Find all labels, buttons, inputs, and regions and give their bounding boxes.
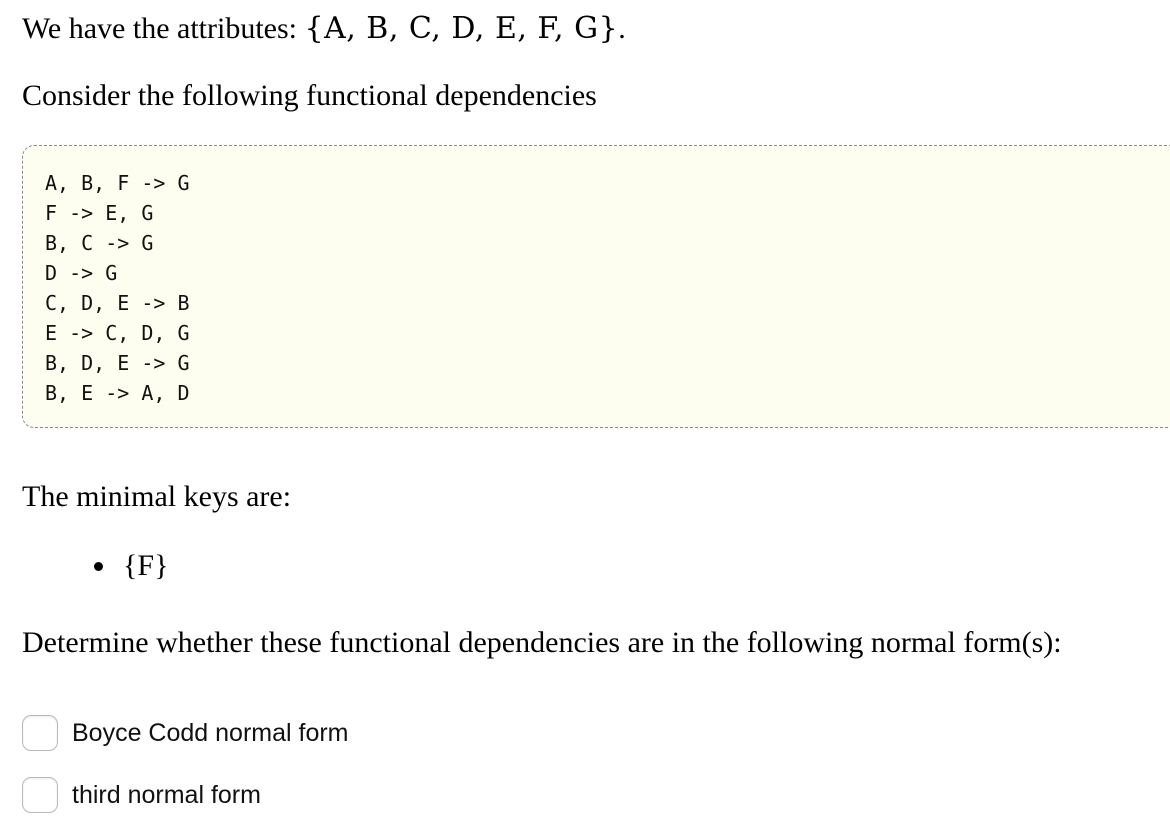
minimal-key-value: {F} <box>123 549 169 582</box>
dependency-item: B, C -> G <box>45 231 154 255</box>
3nf-label[interactable]: third normal form <box>72 781 261 809</box>
dependencies-list <box>45 168 190 408</box>
consider-text: Consider the following functional dependencies <box>22 79 597 112</box>
option-bcnf[interactable] <box>22 715 349 751</box>
dependency-item: B, D, E -> G <box>45 351 190 375</box>
intro-prefix: We have the attributes: <box>22 12 305 45</box>
dependency-item: E -> C, D, G <box>45 321 190 345</box>
minimal-keys-list <box>92 549 168 583</box>
bullet-icon <box>94 562 103 571</box>
option-3nf[interactable] <box>22 777 261 813</box>
bcnf-label[interactable]: Boyce Codd normal form <box>72 719 349 747</box>
dependency-item: D -> G <box>45 261 118 285</box>
dependencies-box <box>22 145 1170 428</box>
3nf-checkbox[interactable] <box>22 777 58 813</box>
bcnf-checkbox[interactable] <box>22 715 58 751</box>
intro-suffix: . <box>618 12 626 45</box>
dependency-item: B, E -> A, D <box>45 381 190 405</box>
dependency-item: C, D, E -> B <box>45 291 190 315</box>
dependency-item: A, B, F -> G <box>45 171 190 195</box>
attribute-set: {A, B, C, D, E, F, G} <box>304 11 619 46</box>
question-text: Determine whether these functional dependencies are in the following normal form(s): <box>22 626 1062 659</box>
dependency-item: F -> E, G <box>45 201 154 225</box>
intro-text <box>22 12 626 46</box>
minimal-keys-label: The minimal keys are: <box>22 480 292 513</box>
minimal-key-item <box>92 549 168 583</box>
